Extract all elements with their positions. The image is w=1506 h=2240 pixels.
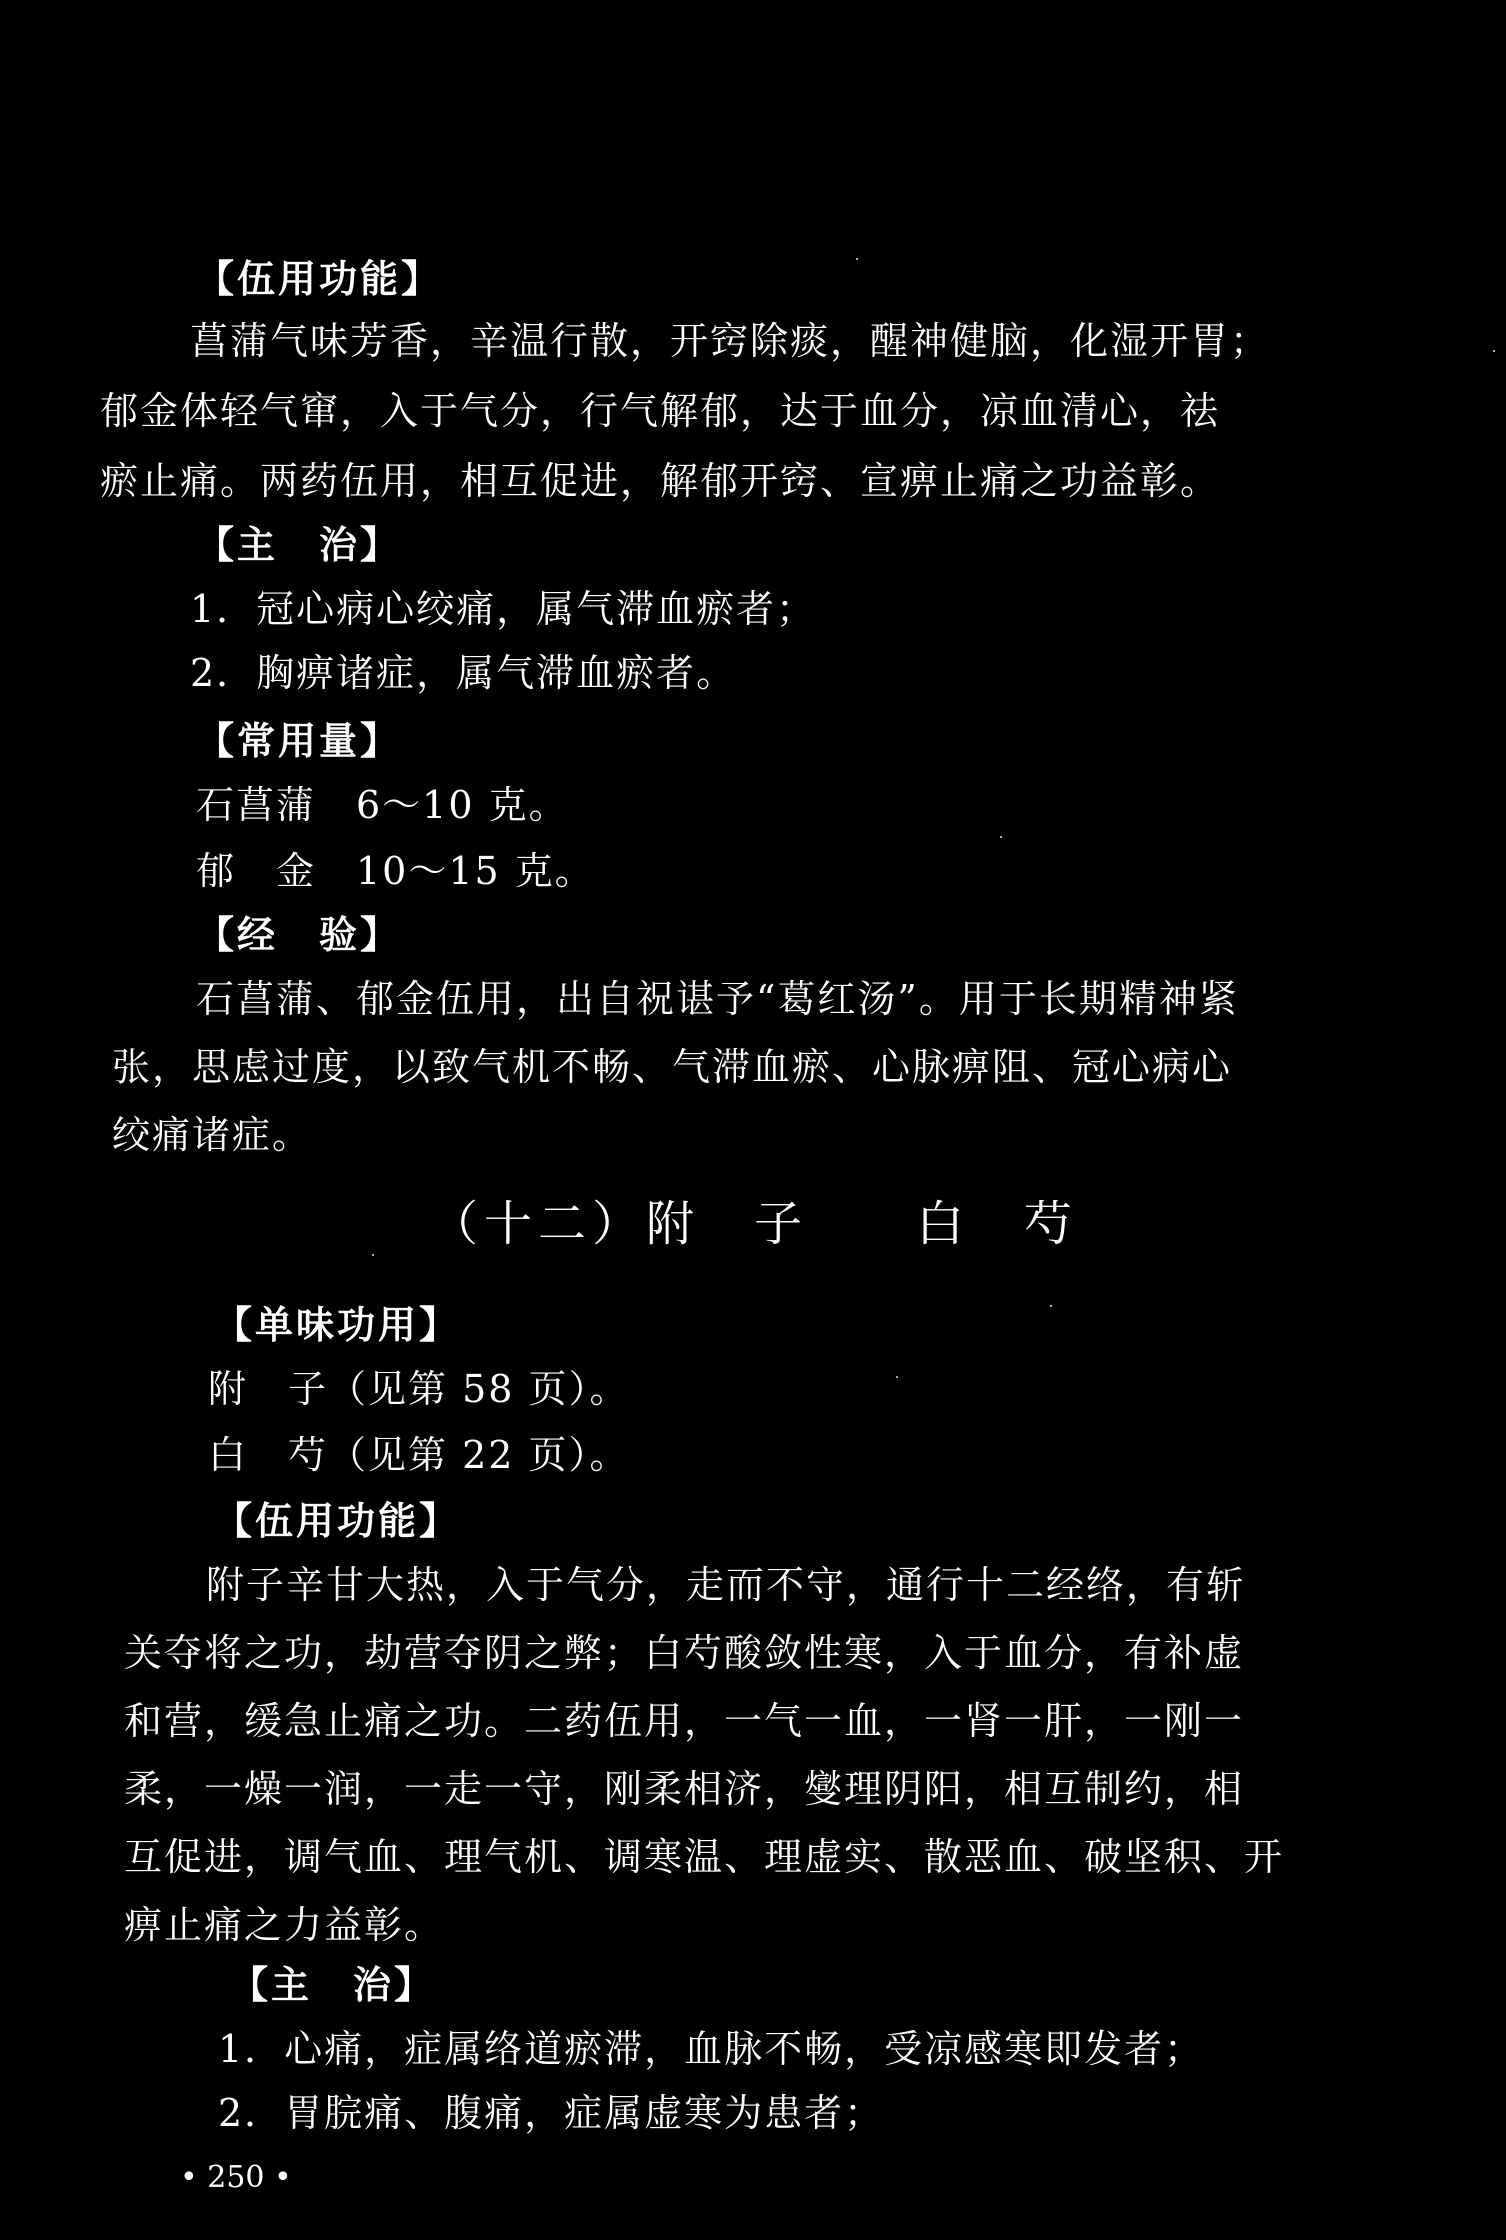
paragraph-line: 互促进，调气血、理气机、调寒温、理虚实、散恶血、破坚积、开 <box>124 1835 1285 1879</box>
heading-dosage: 【常用量】 <box>196 719 402 763</box>
single-herb-item: 白 芍（见第 22 页）。 <box>208 1433 630 1477</box>
section-title: （十二）附 子 白 芍 <box>430 1196 1079 1252</box>
heading-combined-function-1: 【伍用功能】 <box>196 257 443 301</box>
heading-single-herb-use: 【单味功用】 <box>214 1303 461 1347</box>
indication-item: 1．心痛，症属络道瘀滞，血脉不畅，受凉感寒即发者； <box>218 2027 1205 2071</box>
page-number: • 250 • <box>180 2160 292 2195</box>
scan-speck <box>896 1376 898 1378</box>
scan-speck <box>1050 1305 1052 1307</box>
paragraph-line: 关夺将之功，劫营夺阴之弊；白芍酸敛性寒，入于血分，有补虚 <box>124 1631 1245 1675</box>
paragraph-line: 痹止痛之力益彰。 <box>124 1903 445 1947</box>
paragraph-line: 瘀止痛。两药伍用，相互促进，解郁开窍、宣痹止痛之功益彰。 <box>100 459 1221 503</box>
paragraph-line: 绞痛诸症。 <box>112 1113 313 1157</box>
indication-item: 1．冠心病心绞痛，属气滞血瘀者； <box>190 587 817 631</box>
paragraph-line: 柔，一燥一润，一走一守，刚柔相济，燮理阴阳，相互制约，相 <box>124 1767 1245 1811</box>
dosage-item: 郁 金 10～15 克。 <box>196 849 595 893</box>
indication-item: 2．胃脘痛、腹痛，症属虚寒为患者； <box>218 2091 885 2135</box>
paragraph-line: 附子辛甘大热，入于气分，走而不守，通行十二经络，有斩 <box>206 1563 1247 1607</box>
paragraph-line: 菖蒲气味芳香，辛温行散，开窍除痰，醒神健脑，化湿开胃； <box>190 319 1271 363</box>
scan-speck <box>372 1254 374 1256</box>
single-herb-item: 附 子（见第 58 页）。 <box>208 1367 630 1411</box>
scan-speck <box>1000 836 1002 838</box>
heading-indications-2: 【主 治】 <box>230 1963 436 2007</box>
indication-item: 2．胸痹诸症，属气滞血瘀者。 <box>190 651 737 695</box>
heading-combined-function-2: 【伍用功能】 <box>214 1499 461 1543</box>
paragraph-line: 石菖蒲、郁金伍用，出自祝谌予“葛红汤”。用于长期精神紧 <box>196 977 1239 1021</box>
paragraph-line: 和营，缓急止痛之功。二药伍用，一气一血，一肾一肝，一刚一 <box>124 1699 1245 1743</box>
scan-speck <box>1493 350 1495 352</box>
paragraph-line: 张，思虑过度，以致气机不畅、气滞血瘀、心脉痹阻、冠心病心 <box>112 1045 1233 1089</box>
scan-speck <box>856 258 858 260</box>
dosage-item: 石菖蒲 6～10 克。 <box>196 783 569 827</box>
paragraph-line: 郁金体轻气窜，入于气分，行气解郁，达于血分，凉血清心，祛 <box>100 389 1221 433</box>
heading-experience: 【经 验】 <box>196 913 402 957</box>
heading-indications-1: 【主 治】 <box>196 523 402 567</box>
